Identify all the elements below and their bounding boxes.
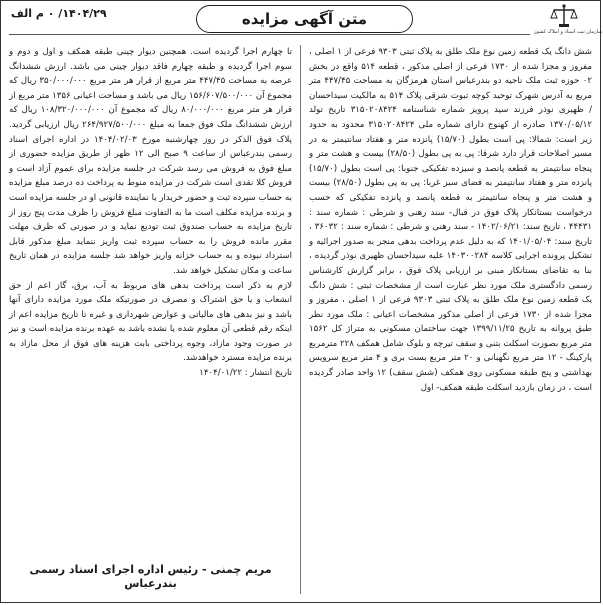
header — [1, 1, 603, 41]
right-column — [309, 45, 592, 594]
publish-date: تاریخ انتشار : ۱۴۰۴/۰۱/۲۲ — [199, 368, 292, 379]
left-column — [9, 45, 292, 594]
notice-date: ۱۴۰۴/۲۹/ ۰ م الف — [11, 7, 107, 20]
right-column-text: شش دانگ یک قطعه زمین نوع ملک طلق به پلاک ثبتی ۹۳۰۳ فرعی از ۱ اصلی ، مفروز و مجزا شده از ۱۷۳۰ فرعی از اصلی مذکور ، قطعه ۵۱۴ واقع در بخش ۰۲ حوزه ثبت ملک ناحیه دو بندرعباس استان هرمزگان به مساحت ۴۴۷/۴۵ متر مربع به آدرس شهرک توحید کوچه تبوت شرقی پلاک ۵۱۴ به مالکیت سیداحسان / ظهیری نوذر فرزند سید پرویز شماره شناسنامه ۳۱۵۰۲۰۸۴۲۴ تاریخ تولد ۱۳۷۰/۰۵/۱۲ صادره از کهنوج دارای شماره ملی ۳۱۵۰۲۰۸۴۲۴ محدود به حدود زیر است: شمالا: پی است بطول (۱۵/۷۰) پانزده متر و هفتاد سانتیمتر به در مسیر اصلاحات قرار دارد شرقا: پی به پی بطول (۲۸/۵۰) بیست و هشت متر و پنجاه سانتیمتر به قطعه پانصد و سیزده تفکیکی جنوبا: پی است بطول (۱۵/۷۰) پانزده متر و هفتاد سانتیمتر به فضای سبز غربا: پی به پی بطول (۲۸/۵۰) بیست و هشت متر و پنجاه سانتیمتر به قطعه پانصد و پانزده تفکیکی که حسب درخواست بستانکار پلاک فوق در قبال- سند رهنی و شرطی : شماره سند : ۴۴۴۳۱ ، تاریخ سند: ۱۴۰۲/۰۶/۲۱ - سند رهنی و شرطی : شماره سند : ۳۶۰۳۲ ، تاریخ سند: ۱۴۰۱/۰۵/۰۴ که به دلیل عدم پرداخت بدهی منجر به صدور اجرائیه و تشکیل پرونده اجرایی کلاسه ۱۴۰۳۰۰۲۸۴ علیه سیداحسان ظهیری نوذر گردیده ، بنا به تقاضای بستانکار مبنی بر ارزیابی پلاک فوق ، برابر گزارش کارشناس رسمی دادگستری ملک مورد نظر عبارت است از مشخصات ثبتی : شش دانگ یک قطعه زمین نوع ملک طلق به پلاک ثبتی ۹۳۰۳ فرعی از ۱ اصلی ، مفروز و مجزا شده از ۱۷۳۰ فرعی از اصلی مذکور مشخصات اعیانی : ملک مورد نظر طبق پروانه به تاریخ ۱۳۹۹/۱۱/۲۵ جهت ساختمان مسکونی به متراژ کل ۱۵۶۲ متر مربع بصورت اسکلت بتنی و سقف تیرچه و بلوک شامل همکف ۲۲۸ مترمربع پارکینگ - ۱۲ متر مربع نگهبانی و ۲۰ متر مربع بست بری و ۴ متر مربع سرویس بهداشتی و پنج طبقه مسکونی روی همکف (شش سقف) ۱۲ واحد صادر گردیده است ، در زمان بازدید اسکلت طبقه همکف- اول — [309, 47, 593, 393]
header-divider — [9, 34, 530, 35]
body-columns — [9, 45, 592, 594]
logo-caption: سازمان ثبت اسناد و املاک کشور — [534, 29, 603, 35]
organization-logo — [534, 3, 603, 35]
left-column-intro: تا چهارم اجرا گردیده است. همچنین دیوار چینی طبقه همکف و اول و دوم و سوم اجرا گردیده و طبقه چهارم فاقد دیوار چینی می باشد. ارزش ششدانگ عرصه به مساحت ۴۴۷/۴۵ متر مربع از قرار هر متر مربع ۳۵۰/۰۰۰/۰۰۰ ریال که مجموع آن ۱۵۶/۶۰۷/۵۰۰/۰۰۰ ریال می باشد و مساحت اعیانی ۱۳۵۶ متر مربع از قرار هر متر مربع ۸۰/۰۰۰/۰۰۰ ریال که مجموع آن ۱۰۸/۳۲۰/۰۰۰/۰۰۰ ریال که ارزش ششدانگ ملک فوق جمعا به مبلغ ۲۶۴/۹۲۷/۵۰۰/۰۰۰ ریال ارزیابی گردید. پلاک فوق الذکر در روز چهارشنبه مورخ ۱۴۰۴/۰۲/۰۳ در اداره اجرای اسناد رسمی بندرعباس از ساعت ۹ صبح الی ۱۲ ظهر از طریق مزایده حضوری از مبلغ فوق به فروش می رسد شرکت در جلسه مزایده برای عموم آزاد است و فروش کلا نقدی است شرکت در مزایده منوط به پرداخت ده درصد مبلغ مزایده به حساب سپرده ثبت و حضور خریدار یا نماینده قانونی او در جلسه مزایده است و برنده مزایده مکلف است ما به التفاوت مبلغ فروش را ظرف مدت پنج روز از تاریخ مزایده به حساب صندوق ثبت تودیع نماید و در صورتی که ظرف مهلت مقرر مانده فروش را به حساب سپرده ثبت واریز ننماید مبلغ مذکور قابل استرداد نبوده و به حساب خزانه واریز خواهد شد جلسه مزایده در همان تاریخ ساعت و مکان تشکیل خواهد شد. — [9, 47, 292, 276]
left-column-notice: لازم به ذکر است پرداخت بدهی های مربوط به آب، برق، گاز اعم از حق انشعاب و یا حق اشتراک و مصرف در صورتیکه ملک مورد مزایده دارای آنها باشد و نیز بدهی های مالیاتی و عوارض شهرداری و غیره تا تاریخ مزایده اعم از اینکه رقم قطعی آن معلوم شده یا نشده باشد به عهده برنده مزایده است و نیز در صورت وجود مازاد، وجوه پرداختی بابت هزینه های فوق از محل مازاد به برنده مزایده مسترد خواهدشد. — [9, 280, 292, 364]
page-title: متن آگهی مزایده — [196, 5, 413, 33]
column-divider — [300, 45, 301, 594]
signature: مریم چمنی - رئیس اداره اجرای اسناد رسمی بندرعباس — [29, 562, 272, 591]
scales-emblem-icon — [550, 3, 578, 29]
